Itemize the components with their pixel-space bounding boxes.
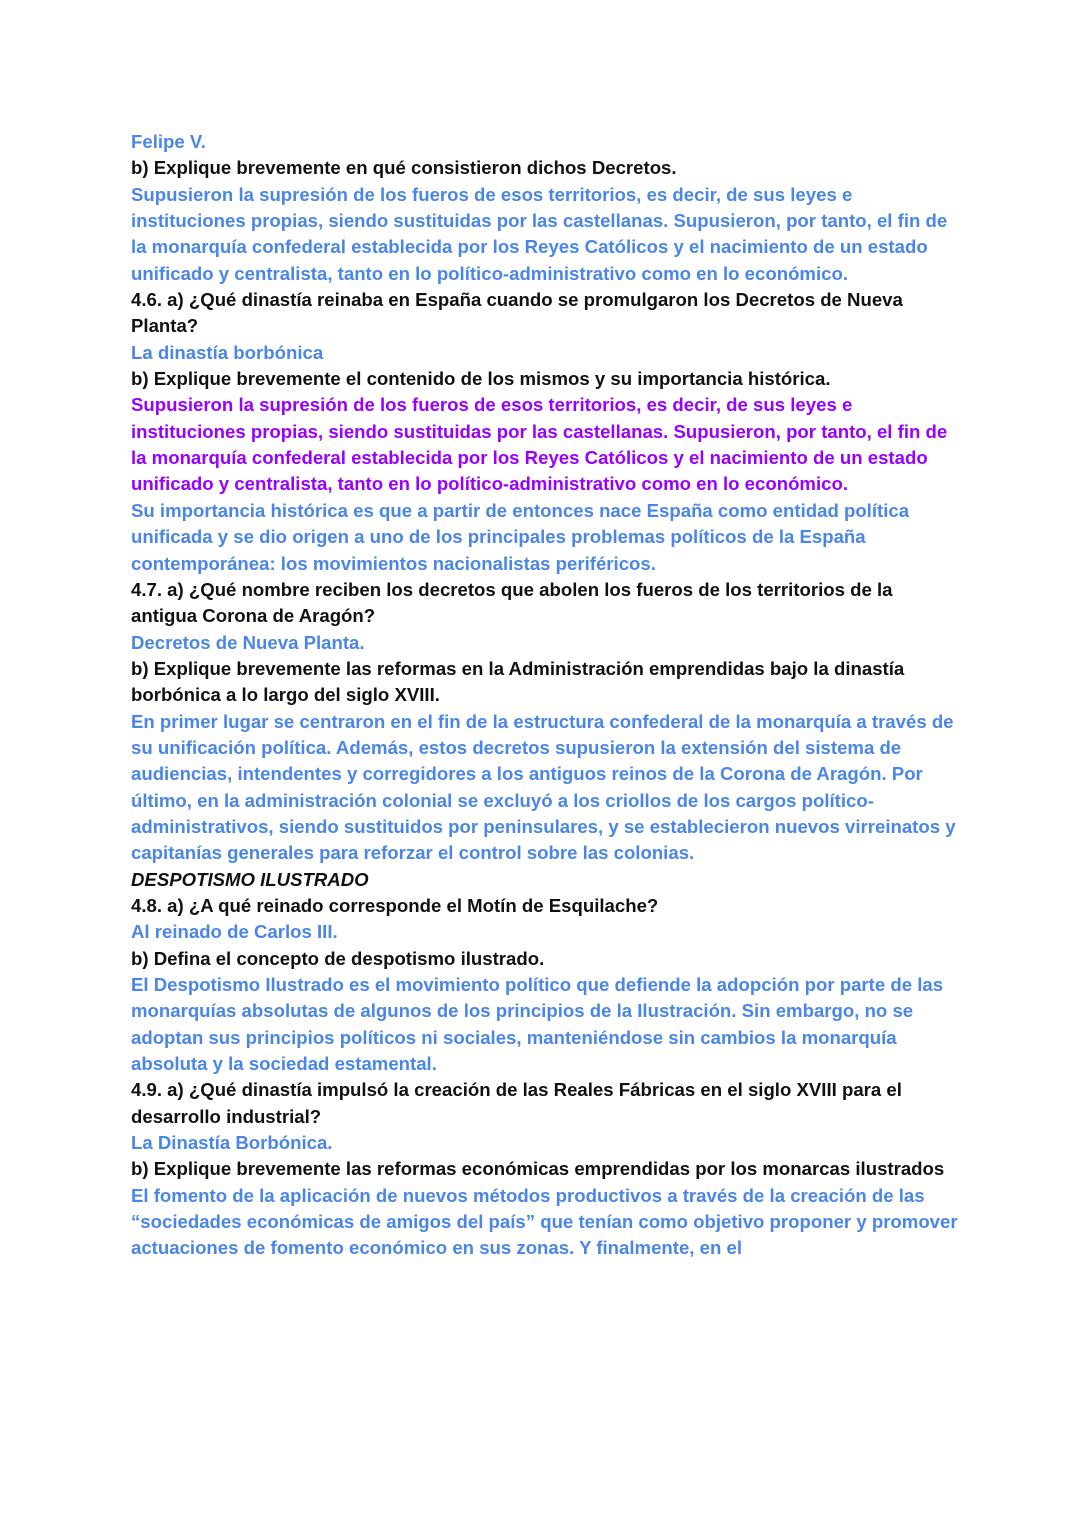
highlighted-answer-text: Supusieron la supresión de los fueros de esos territorios, es decir, de sus leyes e instituciones propias, siendo sustituidas por las castellanas. Supusieron, por tanto, el fin de la monarquía confederal establecida por los Reyes Católicos y el nacimiento de un estado unificado y centralista, tanto en lo político-administrativo como en lo económico. <box>131 394 948 495</box>
question-text: 4.7. a) ¿Qué nombre reciben los decretos que abolen los fueros de los territorios de la antigua Corona de Aragón? <box>131 578 893 627</box>
question-text: b) Explique brevemente el contenido de los mismos y su importancia histórica. <box>131 368 831 390</box>
question-text: b) Explique brevemente las reformas en la Administración emprendidas bajo la dinastía borbónica a lo largo del siglo XVIII. <box>131 657 905 706</box>
answer-text: El fomento de la aplicación de nuevos métodos productivos a través de la creación de las “sociedades económicas de amigos del país” que tenían como objetivo proponer y promover actuaciones de fomento económico en sus zonas. Y finalmente, en el <box>131 1184 958 1259</box>
question-text: 4.8. a) ¿A qué reinado corresponde el Motín de Esquilache? <box>131 894 659 916</box>
question-text: 4.9. a) ¿Qué dinastía impulsó la creación de las Reales Fábricas en el siglo XVIII para el desarrollo industrial? <box>131 1079 902 1127</box>
answer-text: Supusieron la supresión de los fueros de esos territorios, es decir, de sus leyes e instituciones propias, siendo sustituidas por las castellanas. Supusieron, por tanto, el fin de la monarquía confederal establecida por los Reyes Católicos y el nacimiento de un estado unificado y centralista, tanto en lo político-administrativo como en lo económico. <box>131 183 948 284</box>
answer-text: La dinastía borbónica <box>131 341 324 363</box>
answer-text: La Dinastía Borbónica. <box>131 1132 333 1154</box>
question-text: b) Defina el concepto de despotismo ilustrado. <box>131 947 545 969</box>
answer-text: El Despotismo Ilustrado es el movimiento político que defiende la adopción por parte de las monarquías absolutas de algunos de los principios de la Ilustración. Sin embargo, no se adoptan sus principios políticos ni sociales, manteniéndose sin cambios la monarquía absoluta y la sociedad estamental. <box>131 974 944 1075</box>
answer-text: En primer lugar se centraron en el fin de la estructura confederal de la monarquía a través de su unificación política. Además, estos decretos supusieron la extensión del sistema de audiencias, intendentes y corregidores a los antiguos reinos de la Corona de Aragón. Por último, en la administración colonial se excluyó a los criollos de los cargos político-administrativos, siendo sustituidos por peninsulares, y se establecieron nuevos virreinatos y capitanías generales para reforzar el control sobre las colonias. <box>131 710 956 864</box>
document-page <box>131 129 961 1262</box>
answer-text: Al reinado de Carlos III. <box>131 921 338 943</box>
answer-text: Decretos de Nueva Planta. <box>131 631 365 653</box>
question-text: b) Explique brevemente las reformas económicas emprendidas por los monarcas ilustrados <box>131 1158 945 1180</box>
question-text: b) Explique brevemente en qué consistieron dichos Decretos. <box>131 157 677 179</box>
question-text: 4.6. a) ¿Qué dinastía reinaba en España cuando se promulgaron los Decretos de Nueva Planta? <box>131 289 903 337</box>
answer-text: Su importancia histórica es que a partir de entonces nace España como entidad política unificada y se dio origen a uno de los principales problemas políticos de la España contemporánea: los movimientos nacionalistas periféricos. <box>131 499 910 574</box>
section-heading: DESPOTISMO ILUSTRADO <box>131 868 369 890</box>
answer-text: Felipe V. <box>131 131 206 152</box>
